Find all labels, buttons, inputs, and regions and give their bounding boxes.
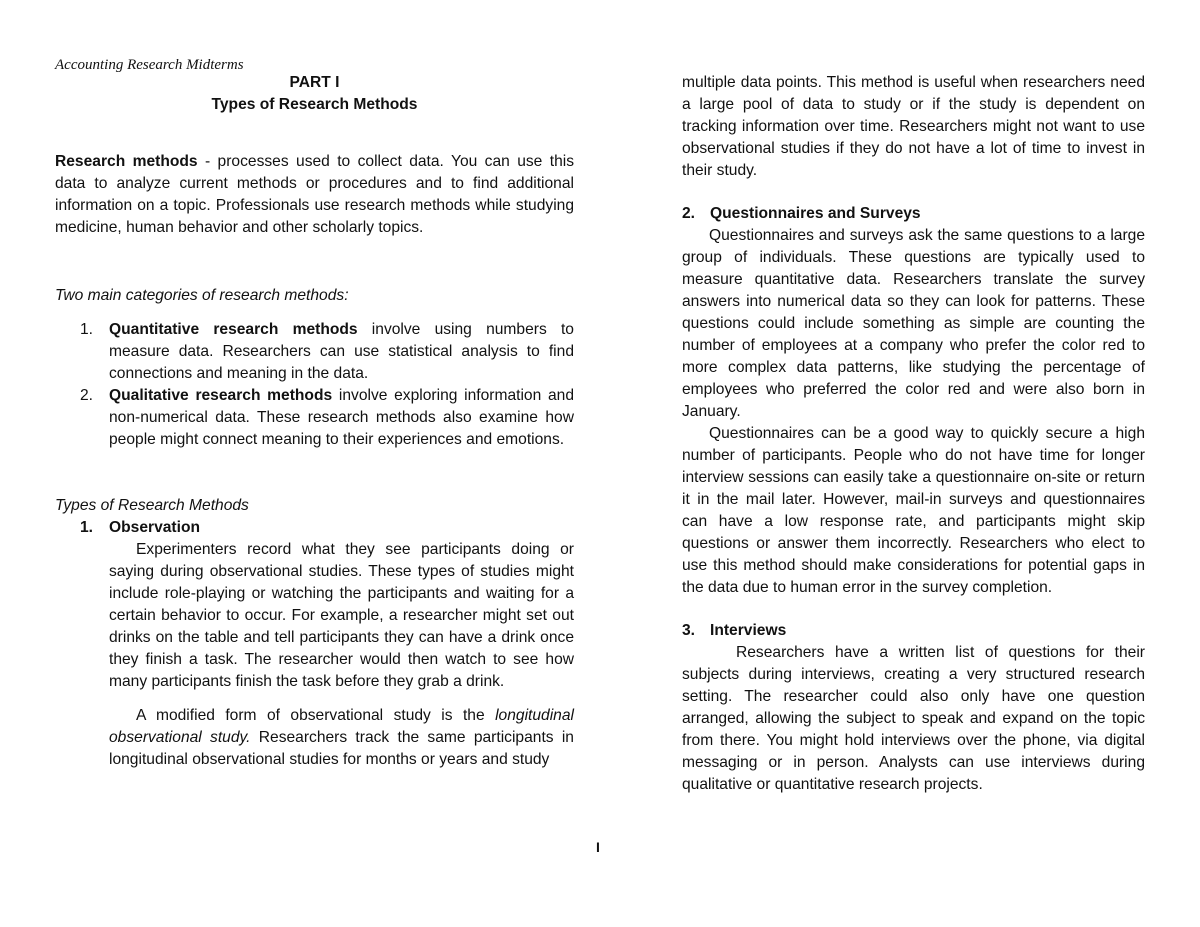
list-number: 1.	[80, 321, 94, 338]
category-text: involve exploring information and non-numerical data. These research methods also examine how people might connect meaning to their experiences and emotions.	[109, 387, 574, 448]
categories-heading: Two main categories of research methods:	[55, 287, 349, 304]
section-heading-questionnaires	[682, 203, 1145, 225]
list-number: 1.	[80, 519, 94, 536]
observation-para2-italic: longitudinal observational study.	[109, 707, 574, 746]
questionnaires-paragraph-2: Questionnaires can be a good way to quickly secure a high number of participants. People who do not have time for longer interview sessions can easily take a questionnaire on-site or return it in the mail later. However, mail-in surveys and questionnaires can have a low response rate, and participants might skip questions or answer them incorrectly. Researchers who elect to use this method should make considerations for potential gaps in the data due to human error in the survey completion.	[682, 425, 1145, 596]
course-title-header: Accounting Research Midterms	[55, 57, 244, 73]
section-number: 3.	[682, 622, 696, 639]
types-list	[55, 517, 574, 771]
observation-paragraph-1: Experimenters record what they see participants doing or saying during observational studies. These types of studies might include role-playing or watching the participants and waiting for a certain behavior to occur. For example, a researcher might set out drinks on the table and tell participants they can have a drink once they finish a task. The researcher would then watch to see how many participants finish the task before they grab a drink.	[109, 541, 574, 690]
definition-text: - processes used to collect data. You can use this data to analyze current methods or procedures and to find additional information on a topic. Professionals use research methods while studying medicine, human behavior and other scholarly topics.	[55, 153, 575, 236]
observation-para2-end: Researchers track the same participants in longitudinal observational studies for months or years and study	[109, 729, 574, 768]
observation-para2-start: A modified form of observational study is the	[136, 707, 496, 724]
observation-continuation: multiple data points. This method is useful when researchers need a large pool of data to study or if the study is dependent on tracking information over time. Researchers might not want to use observational studies if they do not have a lot of time to invest in their study.	[682, 74, 1145, 179]
list-number: 2.	[80, 387, 94, 404]
part-title: PART I	[289, 74, 340, 91]
page-number: I	[596, 839, 600, 855]
section-number: 2.	[682, 205, 696, 222]
types-heading: Types of Research Methods	[55, 497, 249, 514]
category-term: Quantitative research methods	[109, 321, 358, 338]
category-term: Qualitative research methods	[109, 387, 333, 404]
category-text: involve using numbers to measure data. Researchers can use statistical analysis to find connections and meaning in the data.	[109, 321, 574, 382]
section-heading-interviews	[682, 620, 1145, 642]
observation-paragraph-2	[109, 705, 574, 771]
definition-term: Research methods	[55, 153, 198, 170]
categories-list	[55, 319, 574, 451]
right-column	[682, 72, 1145, 796]
list-item	[55, 319, 574, 385]
questionnaires-paragraph-1: Questionnaires and surveys ask the same questions to a large group of individuals. These questions are typically used to measure quantitative data. Researchers translate the survey answers into numerical data so they can look for patterns. These questions could include something as simple are counting the number of employees at a company who prefer the color red to more complex data patterns, like studying the percentage of employees who preferred the color red and were also born in January.	[682, 227, 1145, 420]
list-item	[55, 385, 574, 451]
definition-paragraph	[55, 151, 574, 239]
section-title: Questionnaires and Surveys	[710, 205, 921, 222]
part-subtitle: Types of Research Methods	[211, 96, 418, 113]
left-column	[55, 72, 574, 771]
interviews-paragraph-1: Researchers have a written list of questions for their subjects during interviews, creating a very structured research setting. The researcher could also only have one question arranged, allowing the subject to speak and expand on the topic from there. You might hold interviews over the phone, via digital messaging or in person. Analysts can use interviews during qualitative or quantitative research projects.	[682, 644, 1145, 793]
section-title: Interviews	[710, 622, 787, 639]
list-item	[55, 517, 574, 771]
section-title-observation: Observation	[109, 519, 200, 536]
